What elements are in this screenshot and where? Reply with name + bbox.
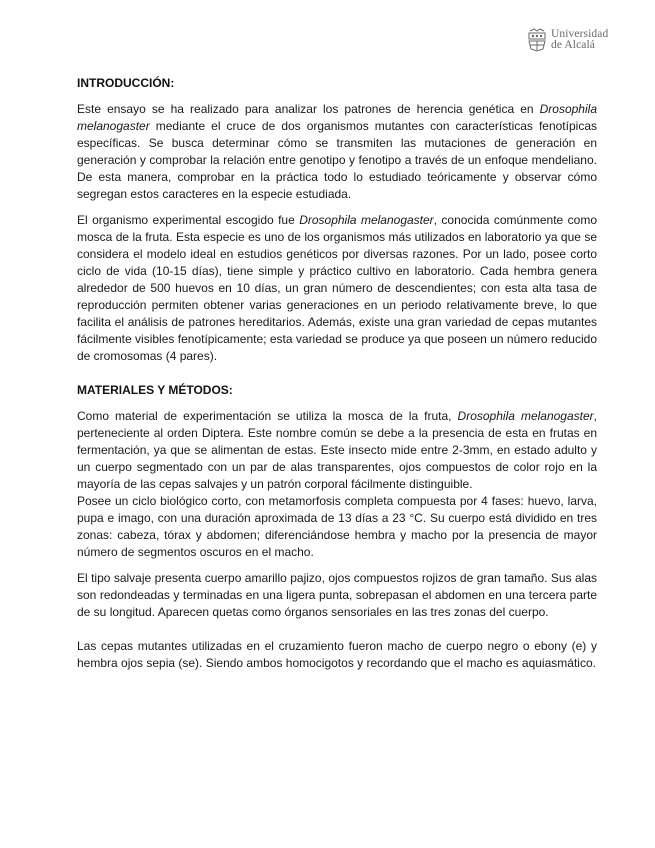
university-crest-icon xyxy=(526,28,548,52)
document-body xyxy=(77,75,597,672)
species-name: Drosophila melanogaster xyxy=(299,213,434,227)
text-run: Este ensayo se ha realizado para analizar los patrones de herencia genética en xyxy=(77,102,540,116)
university-logo xyxy=(526,28,608,52)
text-run: Como material de experimentación se utiliza la mosca de la fruta, xyxy=(77,409,458,423)
intro-paragraph-2 xyxy=(77,212,597,365)
logo-line-2: de Alcalá xyxy=(551,39,596,51)
text-run: El organismo experimental escogido fue xyxy=(77,213,300,227)
logo-text xyxy=(551,29,608,51)
methods-paragraph-4: Las cepas mutantes utilizadas en el cruzamiento fueron macho de cuerpo negro o ebony (e) y hembra ojos sepia (se). Siendo ambos homocigotos y recordando que el macho es aquiasmático. xyxy=(77,639,597,670)
intro-paragraph-1 xyxy=(77,101,597,203)
logo-line-1: Universidad xyxy=(551,28,609,40)
intro-heading: INTRODUCCIÓN: xyxy=(77,76,175,90)
species-name: Drosophila melanogaster xyxy=(457,409,594,423)
methods-paragraph-2: Posee un ciclo biológico corto, con metamorfosis completa compuesta por 4 fases: huevo, larva, pupa e imago, con una duración aproximada de 13 días a 23 °C. Su cuerpo está dividido en tres zonas: cabeza, tórax y abdomen; diferenciándose hembra y macho por la presencia de mayor número de segmentos oscuros en el macho. xyxy=(77,494,597,559)
methods-paragraph-3: El tipo salvaje presenta cuerpo amarillo pajizo, ojos compuestos rojizos de gran tamaño. Sus alas son redondeadas y terminadas en una ligera punta, sobrepasan el abdomen en una tercera parte de su longitud. Aparecen quetas como órganos sensoriales en las tres zonas del cuerpo. xyxy=(77,571,597,619)
methods-paragraph-1 xyxy=(77,408,597,493)
methods-heading: MATERIALES Y MÉTODOS: xyxy=(77,383,233,397)
text-run: , perteneciente al orden Diptera. Este nombre común se debe a la presencia de esta en frutas en fermentación, ya que se alimentan de estas. Este insecto mide entre 2-3mm, en estado adulto y un cuerpo segmentado con un par de alas transparentes, ojos compuestos de color rojo en la mayoría de las cepas salvajes y un patrón corporal fácilmente distinguible. xyxy=(77,409,597,491)
text-run: mediante el cruce de dos organismos mutantes con características fenotípicas específicas. Se busca determinar cómo se transmiten las mutaciones de generación en generación y comprobar la relación entre genotipo y fenotipo a través de un enfoque mendeliano. De esta manera, comprobar en la práctica todo lo estudiado teóricamente y observar cómo segregan estos caracteres en la especie estudiada. xyxy=(77,119,597,201)
text-run: , conocida comúnmente como mosca de la fruta. Esta especie es uno de los organismos más utilizados en laboratorio ya que se considera el modelo ideal en estudios genéticos por diversas razones. Por un lado, posee corto ciclo de vida (10-15 días), tiene simple y práctico cultivo en laboratorio. Cada hembra genera alrededor de 500 huevos en 10 días, un gran número de descendientes; con esta alta tasa de reproducción permiten obtener varias generaciones en un periodo relativamente breve, lo que facilita el análisis de patrones hereditarios. Además, existe una gran variedad de cepas mutantes fácilmente visibles fenotípicamente; esta variedad se produce ya que poseen un número reducido de cromosomas (4 pares). xyxy=(77,213,597,363)
species-name: Drosophila melanogaster xyxy=(77,102,597,133)
